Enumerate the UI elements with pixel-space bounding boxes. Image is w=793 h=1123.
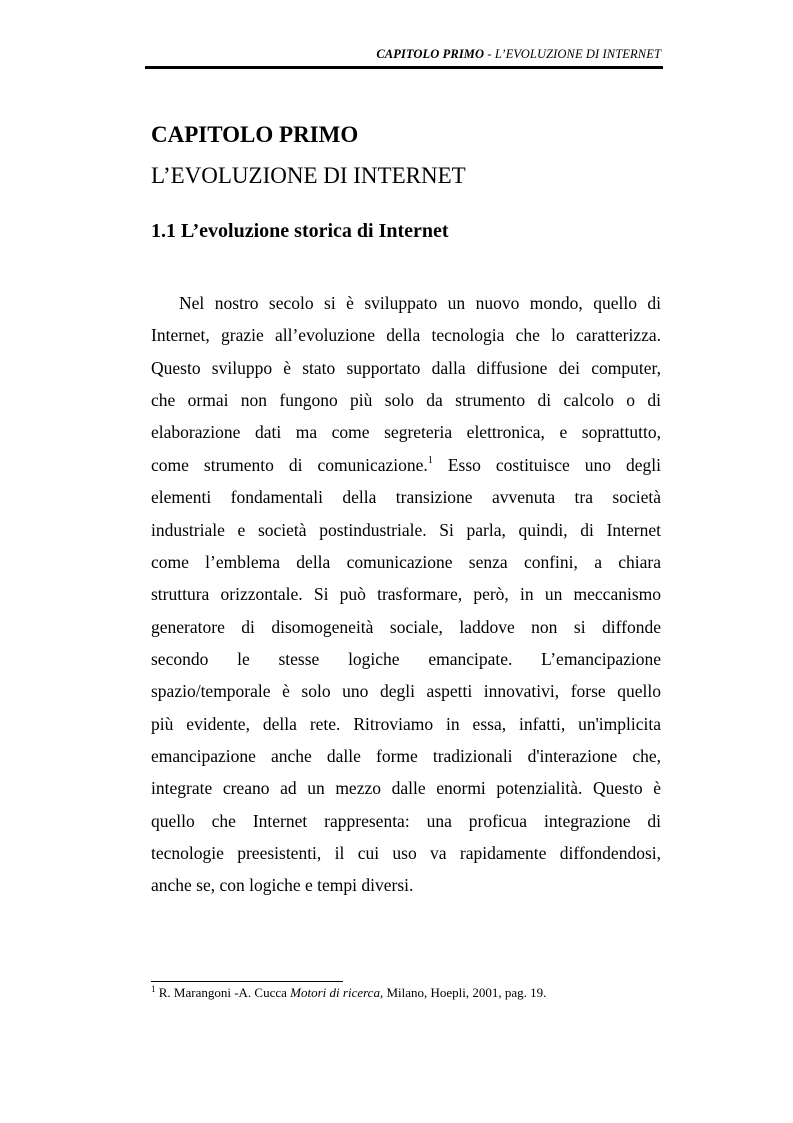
paragraph-line: tecnologie preesistenti, il cui uso va rapidamente diffondendosi, <box>151 843 661 863</box>
footnote-rule <box>151 981 343 982</box>
paragraph-line: spazio/temporale è solo uno degli aspetti innovativi, forse quello <box>151 681 661 701</box>
paragraph-line: Questo sviluppo è stato supportato dalla diffusione dei computer, <box>151 358 661 378</box>
paragraph-line: che ormai non fungono più solo da strumento di calcolo o di <box>151 390 661 410</box>
paragraph-line: elaborazione dati ma come segreteria elettronica, e soprattutto, <box>151 422 661 442</box>
paragraph-line: come l’emblema della comunicazione senza confini, a chiara <box>151 552 661 572</box>
paragraph-line <box>151 453 661 477</box>
paragraph-line: più evidente, della rete. Ritroviamo in essa, infatti, un'implicita <box>151 714 661 734</box>
paragraph-line: anche se, con logiche e tempi diversi. <box>151 875 414 895</box>
paragraph-line: integrate creano ad un mezzo dalle enormi potenzialità. Questo è <box>151 778 661 798</box>
paragraph-line: Internet, grazie all’evoluzione della tecnologia che lo caratterizza. <box>151 325 661 345</box>
paragraph-line: industriale e società postindustriale. Si parla, quindi, di Internet <box>151 520 661 540</box>
footnote-reference[interactable]: 1 <box>427 455 433 466</box>
paragraph-line: Nel nostro secolo si è sviluppato un nuovo mondo, quello di <box>179 293 661 313</box>
paragraph-line: elementi fondamentali della transizione avvenuta tra società <box>151 487 661 507</box>
running-header-chapter: CAPITOLO PRIMO <box>376 47 485 61</box>
paragraph-line-text: Esso costituisce uno degli <box>432 455 661 475</box>
paragraph-line: quello che Internet rappresenta: una proficua integrazione di <box>151 811 661 831</box>
paragraph-line-text: come strumento di comunicazione. <box>151 455 428 475</box>
footnote-author: R. Marangoni -A. Cucca <box>155 985 291 1000</box>
header-rule <box>145 66 663 69</box>
paragraph-line: generatore di disomogeneità sociale, laddove non si diffonde <box>151 617 661 637</box>
footnote <box>151 985 546 1001</box>
chapter-number: CAPITOLO PRIMO <box>151 122 359 147</box>
paragraph-line: secondo le stesse logiche emancipate. L’emancipazione <box>151 649 661 669</box>
chapter-title: L’EVOLUZIONE DI INTERNET <box>151 163 466 188</box>
footnote-number: 1 <box>151 984 156 994</box>
footnote-details: , Milano, Hoepli, 2001, pag. 19. <box>379 985 547 1000</box>
running-header <box>376 47 661 62</box>
paragraph-line: struttura orizzontale. Si può trasformare, però, in un meccanismo <box>151 584 661 604</box>
footnote-source-title: Motori di ricerca <box>290 985 380 1000</box>
section-heading: 1.1 L’evoluzione storica di Internet <box>151 220 449 242</box>
running-header-title: - L’EVOLUZIONE DI INTERNET <box>484 47 661 61</box>
paragraph-line: emancipazione anche dalle forme tradizionali d'interazione che, <box>151 746 661 766</box>
